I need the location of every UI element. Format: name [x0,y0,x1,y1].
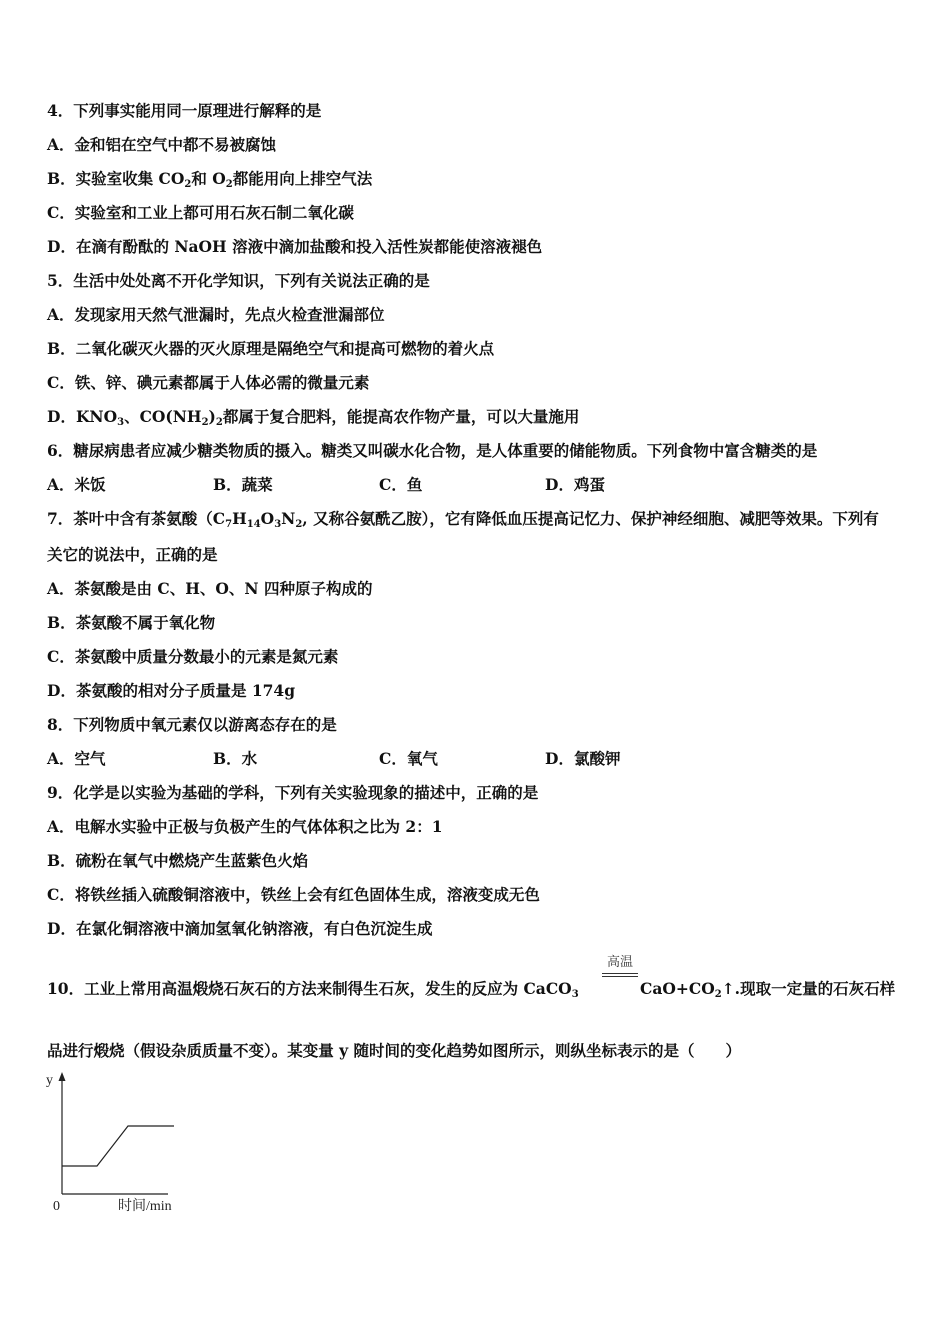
q5-option-d: D．$KNO_3$、$CO(NH_2)_2$都属于复合肥料，能提高农作物产量，可以大量施用 [47,407,580,428]
q10-stem-right: $CaO+CO_2↑$.现取一定量的石灰石样 [640,979,896,1000]
q7-option-b: B．茶氨酸不属于氧化物 [47,613,216,632]
y-axis-label: y [46,1073,53,1088]
q6-options [47,475,711,495]
reaction-condition [602,955,638,977]
origin-label: 0 [53,1199,60,1214]
reaction-condition-label: 高温 [606,955,633,970]
q9-option-b: B．硫粉在氧气中燃烧产生蓝紫色火焰 [47,851,309,870]
q5-option-a: A．发现家用天然气泄漏时，先点火检查泄漏部位 [47,305,385,324]
q8-option-c: C．氧气 [379,749,438,768]
q9-option-d: D．在氯化铜溶液中滴加氢氧化钠溶液，有白色沉淀生成 [47,919,433,938]
q10-stem-continued: 品进行煅烧（假设杂质质量不变）。某变量 y 随时间的变化趋势如图所示，则纵坐标表示的是（ ） [47,1041,742,1060]
q7-option-d: D．茶氨酸的相对分子质量是 174g [47,681,296,700]
q5-option-c: C．铁、锌、碘元素都属于人体必需的微量元素 [47,373,370,392]
equals-sign [602,973,638,977]
q6-stem: 6．糖尿病患者应减少糖类物质的摄入。糖类又叫碳水化合物，是人体重要的储能物质。下列食物中富含糖类的是 [47,441,818,460]
q6-option-d: D．鸡蛋 [545,475,605,494]
q8-option-b: B．水 [213,749,258,768]
q8-options [47,749,711,769]
q7-stem: 7．茶叶中含有茶氨酸（$C_7H_{14}O_3N_2$, 又称谷氨酰乙胺），它有降低血压提高记忆力、保护神经细胞、减肥等效果。下列有 [47,509,879,530]
q10-stem-left: 10．工业上常用高温煅烧石灰石的方法来制得生石灰，发生的反应为 CaCO$_3$ [47,979,579,1000]
q4-option-a: A．金和铝在空气中都不易被腐蚀 [47,135,277,154]
q7-stem-continued: 关它的说法中，正确的是 [47,545,218,564]
q6-option-b: B．蔬菜 [213,475,273,494]
q5-option-b: B．二氧化碳灭火器的灭火原理是隔绝空气和提高可燃物的着火点 [47,339,495,358]
q8-option-d: D．氯酸钾 [545,749,621,768]
q6-option-c: C．鱼 [379,475,423,494]
x-axis-label: 时间/min [118,1199,172,1214]
q4-option-c: C．实验室和工业上都可用石灰石制二氧化碳 [47,203,354,222]
y-axis-arrow-icon [59,1072,66,1081]
q7-option-a: A．茶氨酸是由 C、H、O、N 四种原子构成的 [47,579,373,598]
q4-stem: 4．下列事实能用同一原理进行解释的是 [47,101,322,120]
q8-option-a: A．空气 [47,749,106,768]
q6-option-a: A．米饭 [47,475,106,494]
q4-option-b: B．实验室收集 $CO_2$和 $O_2$都能用向上排空气法 [47,169,373,190]
q7-option-c: C．茶氨酸中质量分数最小的元素是氮元素 [47,647,339,666]
q8-stem: 8．下列物质中氧元素仅以游离态存在的是 [47,715,337,734]
q4-option-d: D．在滴有酚酞的 NaOH 溶液中滴加盐酸和投入活性炭都能使溶液褪色 [47,237,543,256]
q5-stem: 5．生活中处处离不开化学知识，下列有关说法正确的是 [47,271,430,290]
trend-line [62,1126,174,1166]
q9-option-a: A．电解水实验中正极与负极产生的气体体积之比为 2：1 [47,817,443,836]
q9-option-c: C．将铁丝插入硫酸铜溶液中，铁丝上会有红色固体生成，溶液变成无色 [47,885,540,904]
q9-stem: 9．化学是以实验为基础的学科，下列有关实验现象的描述中，正确的是 [47,783,539,802]
q10-graph [40,1068,200,1218]
